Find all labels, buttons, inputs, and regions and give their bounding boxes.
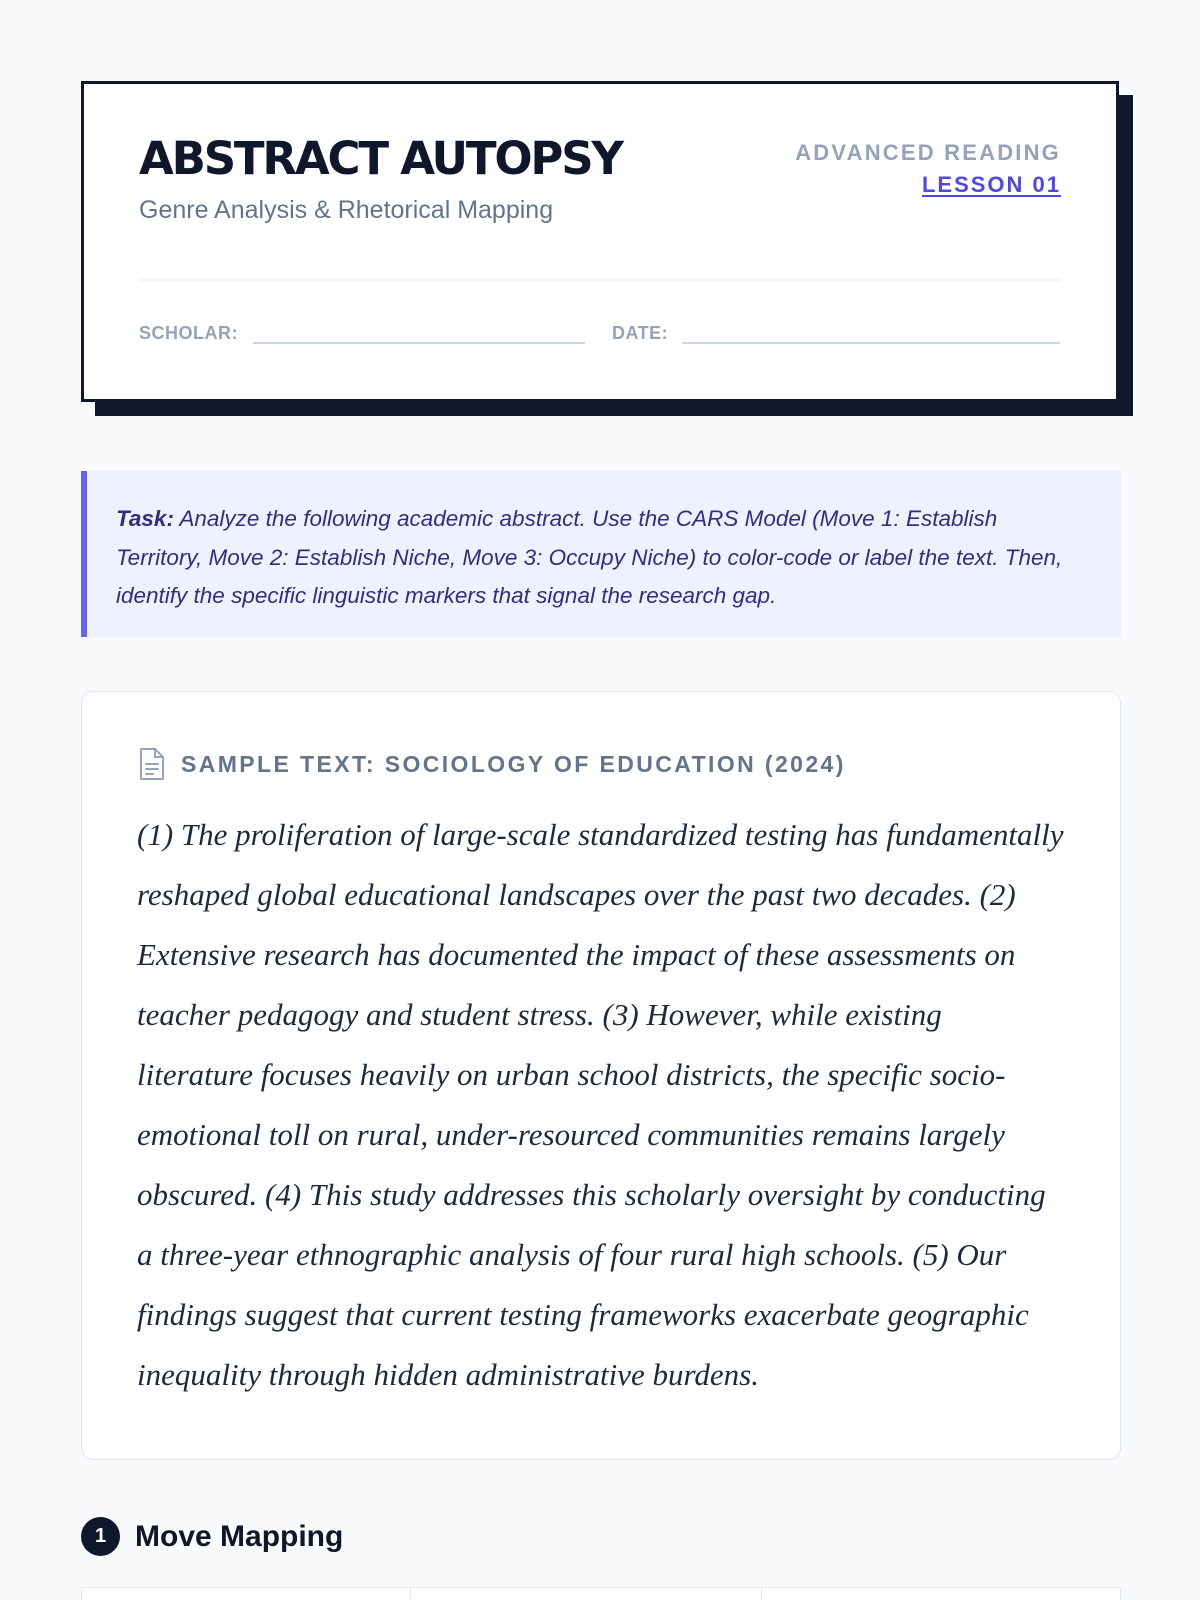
date-field[interactable]	[682, 314, 1060, 344]
course-label: ADVANCED READING	[795, 140, 1061, 165]
task-label: Task:	[116, 506, 174, 531]
header-divider	[139, 279, 1061, 281]
table-column-divider	[410, 1588, 411, 1600]
worksheet-header	[81, 81, 1119, 402]
student-info-row	[139, 314, 1061, 344]
task-text: Analyze the following academic abstract. Use the CARS Model (Move 1: Establish Territory, Move 2: Establish Niche, Move 3: Occupy Niche) to color-code or label the text. Then, identify the specific linguistic markers that signal the research gap.	[116, 506, 1063, 608]
abstract-text: (1) The proliferation of large-scale standardized testing has fundamentally reshaped global educational landscapes over the past two decades. (2) Extensive research has documented the impact of these assessments on teacher pedagogy and student stress. (3) However, while existing literature focuses heavily on urban school districts, the specific socio-emotional toll on rural, under-resourced communities remains largely obscured. (4) This study addresses this scholarly oversight by conducting a three-year ethnographic analysis of four rural high schools. (5) Our findings suggest that current testing frameworks exacerbate geographic inequality through hidden administrative burdens.	[137, 817, 1064, 1392]
scholar-field[interactable]	[253, 314, 585, 344]
date-label: DATE:	[612, 323, 669, 343]
scholar-label: SCHOLAR:	[139, 323, 238, 343]
sample-label: SAMPLE TEXT: SOCIOLOGY OF EDUCATION (2024)	[181, 750, 846, 777]
section-title: Move Mapping	[135, 1519, 344, 1553]
task-instructions	[81, 471, 1121, 637]
table-column-divider	[761, 1588, 762, 1600]
course-info	[795, 140, 1061, 199]
lesson-link[interactable]: LESSON 01	[921, 172, 1061, 198]
section-move-mapping	[81, 1517, 343, 1556]
move-mapping-table	[81, 1587, 1121, 1600]
page-subtitle: Genre Analysis & Rhetorical Mapping	[139, 196, 554, 224]
document-icon	[137, 747, 167, 781]
step-number-badge: 1	[81, 1517, 120, 1556]
page-title: ABSTRACT AUTOPSY	[139, 132, 622, 185]
sample-header	[137, 747, 1065, 781]
sample-text-card	[81, 691, 1121, 1460]
